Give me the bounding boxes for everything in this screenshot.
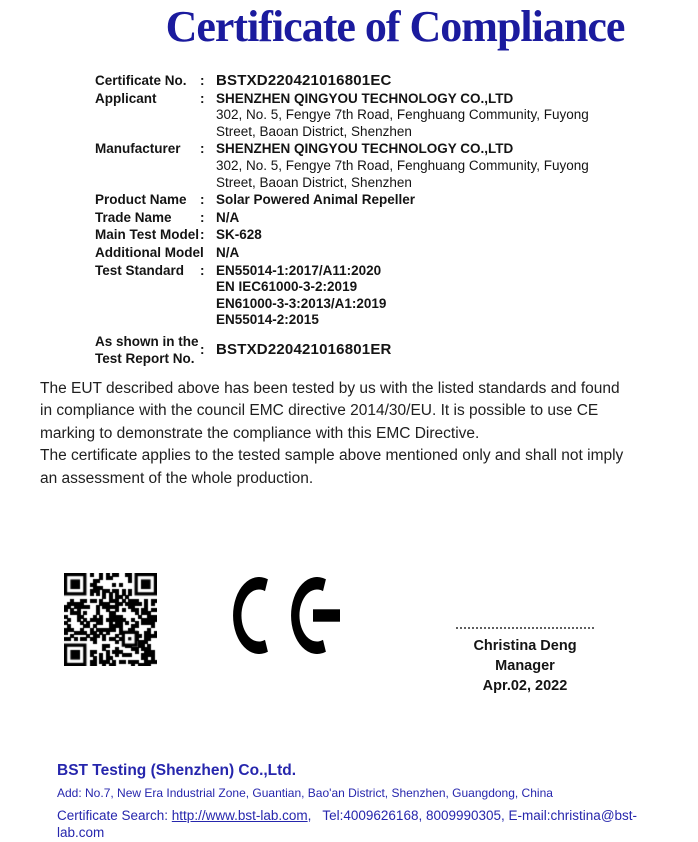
signature-block [436,620,614,696]
field-label-additional-model [95,244,204,262]
field-label-certificate-no [95,73,200,90]
field-label-line: Trade Name [95,209,172,225]
field-value-line: SHENZHEN QINGYOU TECHNOLOGY CO.,LTD [216,141,514,157]
field-value-line: 302, No. 5, Fengye 7th Road, Fenghuang Community, Fuyong [216,107,589,123]
field-label-test-report-no [95,334,200,367]
field-value-manufacturer [216,141,663,191]
field-value-line: BSTXD220421016801ER [216,341,392,359]
field-label-line: Test Standard [95,262,185,278]
statement-line: an assessment of the whole production. [40,469,314,487]
field-label-test-standard [95,263,200,280]
field-row-product-name [95,192,663,209]
field-colon: : [200,209,205,225]
field-label-applicant [95,91,200,108]
field-label-line: Product Name [95,192,187,208]
field-colon: : [200,262,205,278]
field-colon: : [200,227,205,243]
field-label-line: Main Test Model [95,227,200,243]
field-value-line: BSTXD220421016801EC [216,72,392,89]
statement-line: in compliance with the council EMC directive 2014/30/EU. It is possible to use CE [40,402,599,420]
certificate-search-label: Certificate Search: [57,808,172,823]
field-label-line: Certificate No. [95,73,187,88]
field-value-line: Street, Baoan District, Shenzhen [216,123,412,139]
field-label-trade-name [95,210,200,227]
field-row-additional-model [95,245,663,262]
field-value-line: SHENZHEN QINGYOU TECHNOLOGY CO.,LTD [216,90,514,106]
field-value-test-standard [216,263,663,329]
field-label-line: Applicant [95,90,157,106]
statement-line: The EUT described above has been tested by us with the listed standards and found [40,380,620,397]
field-value-line: SK-628 [216,227,262,243]
signatory-name: Christina Deng [473,638,577,654]
footer-contact-line [57,807,667,841]
field-value-line: 302, No. 5, Fengye 7th Road, Fenghuang Community, Fuyong [216,157,589,173]
field-value-applicant [216,91,663,141]
lab-name: BST Testing (Shenzhen) Co.,Ltd. [57,762,297,779]
field-label-main-test-model [95,227,200,244]
field-colon: : [200,141,205,157]
field-value-line: EN55014-1:2017/A11:2020 [216,262,382,278]
field-label-line: As shown in the [95,333,199,349]
field-value-line: N/A [216,209,240,225]
field-value-line: Street, Baoan District, Shenzhen [216,174,412,190]
field-value-additional-model [216,245,663,262]
field-value-trade-name [216,210,663,227]
qr-code [64,573,157,666]
certificate-fields [95,73,663,368]
field-label-line: Additional Model [95,244,204,260]
field-value-test-report-no [216,342,663,359]
field-value-product-name [216,192,663,209]
signatory-title: Manager [495,658,555,674]
field-colon: : [200,90,205,106]
field-value-line: EN IEC61000-3-2:2019 [216,279,358,295]
footer-contact-rest: , Tel:4009626168, 8009990305, E-mail:christina@bst-lab.com [57,808,638,840]
field-row-test-standard [95,263,663,329]
field-value-line: EN61000-3-3:2013/A1:2019 [216,295,387,311]
signature-dotted-line [456,620,594,629]
field-row-trade-name [95,210,663,227]
ce-mark [233,577,340,654]
field-value-line: N/A [216,244,240,260]
field-colon: : [200,73,205,88]
certificate-title: Certificate of Compliance [165,2,625,51]
certificate-search-link[interactable]: http://www.bst-lab.com [171,808,308,823]
field-row-test-report-no [95,334,663,367]
field-label-line: Manufacturer [95,141,181,157]
field-value-line: EN55014-2:2015 [216,312,319,328]
compliance-statement [40,378,623,490]
lab-address: Add: No.7, New Era Industrial Zone, Guantian, Bao'an District, Shenzhen, Guangdong, China [57,786,553,800]
field-colon: : [200,192,205,208]
field-value-main-test-model [216,227,663,244]
statement-line: The certificate applies to the tested sample above mentioned only and shall not imply [40,447,624,465]
statement-line: marking to demonstrate the compliance with this EMC Directive. [40,424,480,442]
footer [57,761,667,841]
field-label-product-name [95,192,200,209]
field-value-line: Solar Powered Animal Repeller [216,192,416,208]
field-label-line: Test Report No. [95,350,195,366]
field-label-manufacturer [95,141,200,158]
field-row-applicant [95,91,663,141]
field-row-main-test-model [95,227,663,244]
field-row-manufacturer [95,141,663,191]
field-value-certificate-no [216,73,663,90]
signature-date: Apr.02, 2022 [482,678,568,694]
field-row-certificate-no [95,73,663,90]
field-colon: : [200,342,205,358]
